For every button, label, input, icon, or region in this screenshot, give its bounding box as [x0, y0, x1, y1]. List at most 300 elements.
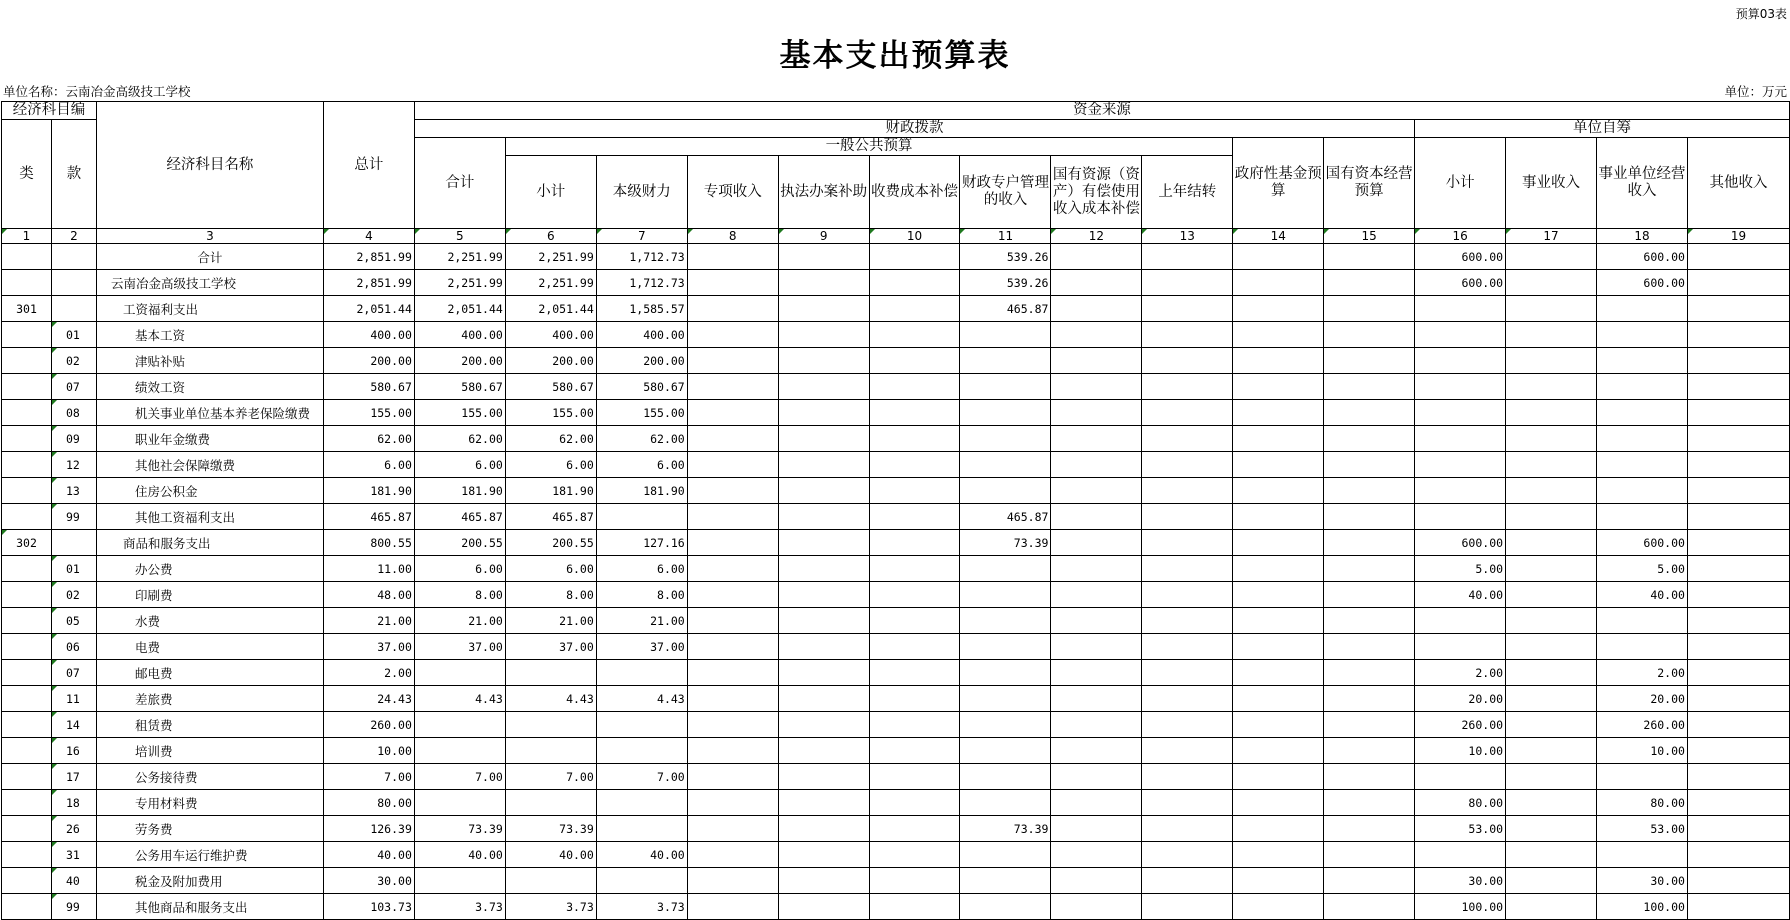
cell-value — [414, 712, 505, 738]
cell-value — [1051, 270, 1142, 296]
cell-value — [960, 686, 1051, 712]
cell-lei — [2, 426, 52, 452]
cell-value: 53.00 — [1597, 816, 1688, 842]
header-other-income: 其他收入 — [1687, 138, 1789, 229]
cell-value — [1324, 816, 1415, 842]
cell-value — [869, 478, 960, 504]
cell-value — [869, 686, 960, 712]
cell-value — [960, 556, 1051, 582]
cell-value — [1142, 816, 1233, 842]
cell-value — [1324, 660, 1415, 686]
column-number: 9 — [778, 229, 869, 244]
cell-value — [1324, 530, 1415, 556]
cell-value: 155.00 — [596, 400, 687, 426]
cell-value: 37.00 — [323, 634, 414, 660]
cell-econ-name: 税金及附加费用 — [96, 868, 323, 894]
table-row — [2, 348, 1790, 374]
cell-value: 3.73 — [414, 894, 505, 920]
header-fiscal-sum: 合计 — [414, 138, 505, 229]
cell-value — [687, 634, 778, 660]
cell-value — [687, 738, 778, 764]
cell-value: 465.87 — [414, 504, 505, 530]
cell-econ-name: 其他工资福利支出 — [96, 504, 323, 530]
cell-value: 8.00 — [414, 582, 505, 608]
cell-value: 10.00 — [1415, 738, 1506, 764]
cell-value — [869, 426, 960, 452]
cell-value — [1051, 868, 1142, 894]
cell-value: 7.00 — [505, 764, 596, 790]
cell-value: 260.00 — [323, 712, 414, 738]
cell-lei — [2, 790, 52, 816]
cell-value — [1051, 712, 1142, 738]
cell-value — [1415, 764, 1506, 790]
cell-value — [1506, 426, 1597, 452]
cell-value — [1506, 244, 1597, 270]
cell-value: 80.00 — [323, 790, 414, 816]
cell-kuan: 99 — [51, 894, 96, 920]
cell-value — [1142, 504, 1233, 530]
cell-value — [1506, 530, 1597, 556]
cell-value: 200.00 — [596, 348, 687, 374]
cell-value: 800.55 — [323, 530, 414, 556]
cell-value: 2,251.99 — [505, 244, 596, 270]
cell-value: 465.87 — [505, 504, 596, 530]
cell-value — [1415, 400, 1506, 426]
cell-value: 24.43 — [323, 686, 414, 712]
cell-value — [869, 244, 960, 270]
table-row — [2, 530, 1790, 556]
cell-value — [1051, 504, 1142, 530]
cell-value: 4.43 — [505, 686, 596, 712]
cell-value — [869, 868, 960, 894]
column-number-row — [2, 229, 1790, 244]
cell-value — [1324, 478, 1415, 504]
cell-value: 1,712.73 — [596, 244, 687, 270]
cell-value — [869, 374, 960, 400]
cell-value — [1142, 452, 1233, 478]
cell-value — [1233, 686, 1324, 712]
cell-lei — [2, 374, 52, 400]
cell-value — [1142, 660, 1233, 686]
cell-value — [778, 530, 869, 556]
cell-value — [1142, 790, 1233, 816]
cell-lei — [2, 764, 52, 790]
cell-lei — [2, 816, 52, 842]
cell-value — [1687, 556, 1789, 582]
cell-econ-name: 其他社会保障缴费 — [96, 452, 323, 478]
cell-kuan: 18 — [51, 790, 96, 816]
cell-value — [687, 868, 778, 894]
cell-value — [1506, 504, 1597, 530]
cell-value — [1324, 764, 1415, 790]
cell-value — [1687, 270, 1789, 296]
cell-value — [1687, 244, 1789, 270]
cell-kuan: 06 — [51, 634, 96, 660]
cell-value — [1687, 478, 1789, 504]
cell-kuan: 01 — [51, 322, 96, 348]
cell-kuan: 14 — [51, 712, 96, 738]
cell-value: 580.67 — [323, 374, 414, 400]
cell-kuan: 05 — [51, 608, 96, 634]
cell-value — [687, 504, 778, 530]
cell-value — [1051, 426, 1142, 452]
cell-econ-name: 机关事业单位基本养老保险缴费 — [96, 400, 323, 426]
cell-value — [1142, 582, 1233, 608]
cell-value — [1051, 530, 1142, 556]
cell-econ-name: 办公费 — [96, 556, 323, 582]
column-number: 17 — [1506, 229, 1597, 244]
cell-kuan: 01 — [51, 556, 96, 582]
cell-value: 181.90 — [596, 478, 687, 504]
cell-value — [1506, 478, 1597, 504]
cell-value: 21.00 — [596, 608, 687, 634]
cell-value — [1051, 556, 1142, 582]
cell-value — [1506, 712, 1597, 738]
cell-value — [687, 530, 778, 556]
header-econ-name: 经济科目名称 — [96, 102, 323, 229]
cell-value — [1142, 400, 1233, 426]
cell-value: 465.87 — [960, 296, 1051, 322]
cell-value — [1506, 764, 1597, 790]
cell-value — [1051, 400, 1142, 426]
cell-value — [596, 816, 687, 842]
cell-value — [1687, 634, 1789, 660]
cell-value: 260.00 — [1415, 712, 1506, 738]
cell-value — [1506, 842, 1597, 868]
cell-value — [1233, 452, 1324, 478]
cell-value — [1415, 452, 1506, 478]
cell-value: 5.00 — [1415, 556, 1506, 582]
cell-value — [1324, 556, 1415, 582]
cell-value: 465.87 — [960, 504, 1051, 530]
cell-value — [596, 712, 687, 738]
unit-line — [1724, 82, 1787, 100]
cell-value — [596, 790, 687, 816]
cell-value — [778, 894, 869, 920]
cell-value — [960, 322, 1051, 348]
cell-value: 155.00 — [414, 400, 505, 426]
cell-value — [960, 582, 1051, 608]
cell-value — [1324, 452, 1415, 478]
cell-value: 2,851.99 — [323, 270, 414, 296]
cell-value — [960, 712, 1051, 738]
cell-value — [778, 634, 869, 660]
cell-kuan: 31 — [51, 842, 96, 868]
cell-value — [1415, 842, 1506, 868]
cell-value — [1051, 738, 1142, 764]
cell-value — [1597, 374, 1688, 400]
cell-value — [960, 374, 1051, 400]
cell-value — [869, 894, 960, 920]
form-code: 预算03表 — [1735, 7, 1787, 21]
cell-value — [1051, 374, 1142, 400]
cell-value — [1051, 478, 1142, 504]
cell-value — [1233, 816, 1324, 842]
cell-value — [869, 296, 960, 322]
cell-value — [687, 686, 778, 712]
cell-value — [687, 270, 778, 296]
cell-value — [869, 452, 960, 478]
cell-value — [1506, 348, 1597, 374]
header-total: 总计 — [323, 102, 414, 229]
cell-value — [687, 894, 778, 920]
column-number: 2 — [51, 229, 96, 244]
cell-value — [687, 374, 778, 400]
cell-value — [1324, 842, 1415, 868]
cell-value — [869, 634, 960, 660]
cell-kuan: 09 — [51, 426, 96, 452]
cell-value: 8.00 — [505, 582, 596, 608]
cell-value — [687, 244, 778, 270]
cell-value — [1687, 322, 1789, 348]
cell-value — [778, 374, 869, 400]
cell-value — [1233, 374, 1324, 400]
cell-value — [1233, 244, 1324, 270]
table-row — [2, 426, 1790, 452]
cell-value — [1051, 660, 1142, 686]
cell-value — [778, 478, 869, 504]
cell-value: 3.73 — [505, 894, 596, 920]
cell-value — [1142, 738, 1233, 764]
cell-value: 580.67 — [414, 374, 505, 400]
table-row — [2, 478, 1790, 504]
cell-value — [505, 868, 596, 894]
cell-value: 600.00 — [1415, 530, 1506, 556]
cell-lei — [2, 686, 52, 712]
cell-econ-name: 绩效工资 — [96, 374, 323, 400]
cell-value — [596, 868, 687, 894]
cell-value — [1051, 348, 1142, 374]
cell-value — [1597, 452, 1688, 478]
cell-value — [1597, 322, 1688, 348]
column-number: 11 — [960, 229, 1051, 244]
cell-value: 30.00 — [1415, 868, 1506, 894]
cell-econ-name: 合计 — [96, 244, 323, 270]
unit-name-label: 单位名称： — [3, 84, 66, 99]
cell-econ-name: 培训费 — [96, 738, 323, 764]
cell-value: 155.00 — [505, 400, 596, 426]
cell-lei — [2, 504, 52, 530]
cell-value: 20.00 — [1597, 686, 1688, 712]
cell-value: 5.00 — [1597, 556, 1688, 582]
cell-value — [1506, 634, 1597, 660]
cell-value: 11.00 — [323, 556, 414, 582]
cell-value — [778, 868, 869, 894]
column-number: 13 — [1142, 229, 1233, 244]
cell-value — [1324, 400, 1415, 426]
cell-value: 6.00 — [414, 556, 505, 582]
table-row — [2, 504, 1790, 530]
cell-value — [1687, 660, 1789, 686]
cell-econ-name: 工资福利支出 — [96, 296, 323, 322]
page-title: 基本支出预算表 — [779, 38, 1011, 74]
cell-value — [1142, 842, 1233, 868]
cell-value — [1051, 816, 1142, 842]
header-business-income: 事业单位经营收入 — [1597, 138, 1688, 229]
cell-value: 600.00 — [1597, 530, 1688, 556]
cell-value — [778, 426, 869, 452]
cell-value — [596, 660, 687, 686]
cell-value: 4.43 — [596, 686, 687, 712]
column-number: 16 — [1415, 229, 1506, 244]
cell-value: 6.00 — [323, 452, 414, 478]
cell-value — [505, 738, 596, 764]
cell-value: 200.00 — [505, 348, 596, 374]
cell-value — [1051, 582, 1142, 608]
cell-value: 62.00 — [323, 426, 414, 452]
cell-value — [1687, 608, 1789, 634]
cell-econ-name: 云南冶金高级技工学校 — [96, 270, 323, 296]
cell-value — [1597, 400, 1688, 426]
cell-econ-name: 商品和服务支出 — [96, 530, 323, 556]
header-econ-code: 经济科目编 — [2, 102, 97, 120]
cell-value — [960, 634, 1051, 660]
cell-value — [1051, 764, 1142, 790]
cell-value — [778, 712, 869, 738]
cell-value — [1597, 348, 1688, 374]
cell-value — [1142, 608, 1233, 634]
cell-value — [1142, 426, 1233, 452]
column-number: 5 — [414, 229, 505, 244]
column-number: 1 — [2, 229, 52, 244]
cell-value — [1324, 608, 1415, 634]
column-number: 19 — [1687, 229, 1789, 244]
cell-econ-name: 公务用车运行维护费 — [96, 842, 323, 868]
cell-value — [869, 738, 960, 764]
cell-econ-name: 电费 — [96, 634, 323, 660]
cell-value — [1597, 608, 1688, 634]
cell-value: 400.00 — [596, 322, 687, 348]
cell-lei — [2, 634, 52, 660]
cell-kuan — [51, 270, 96, 296]
cell-value — [1597, 426, 1688, 452]
table-row — [2, 400, 1790, 426]
unit-value: 万元 — [1761, 84, 1787, 99]
cell-value: 400.00 — [505, 322, 596, 348]
cell-value — [960, 426, 1051, 452]
cell-econ-name: 差旅费 — [96, 686, 323, 712]
cell-value — [1324, 686, 1415, 712]
cell-value — [1233, 478, 1324, 504]
cell-value — [1506, 400, 1597, 426]
cell-value — [687, 660, 778, 686]
cell-value — [1051, 452, 1142, 478]
cell-value — [1233, 530, 1324, 556]
cell-value: 10.00 — [323, 738, 414, 764]
cell-value — [1233, 738, 1324, 764]
cell-value — [687, 608, 778, 634]
header-general-budget: 一般公共预算 — [505, 138, 1232, 156]
cell-value: 2,051.44 — [414, 296, 505, 322]
cell-value — [1506, 608, 1597, 634]
cell-value — [1506, 452, 1597, 478]
cell-econ-name: 专用材料费 — [96, 790, 323, 816]
cell-value — [869, 712, 960, 738]
cell-value — [960, 608, 1051, 634]
column-number: 18 — [1597, 229, 1688, 244]
cell-kuan: 40 — [51, 868, 96, 894]
cell-value — [1687, 582, 1789, 608]
cell-value — [687, 348, 778, 374]
cell-value — [1233, 348, 1324, 374]
cell-value: 103.73 — [323, 894, 414, 920]
cell-kuan: 07 — [51, 660, 96, 686]
cell-value: 100.00 — [1415, 894, 1506, 920]
cell-value: 62.00 — [414, 426, 505, 452]
cell-value — [1506, 686, 1597, 712]
header-carryover: 上年结转 — [1142, 156, 1233, 229]
table-row — [2, 608, 1790, 634]
cell-lei — [2, 322, 52, 348]
cell-value — [1506, 816, 1597, 842]
cell-value: 8.00 — [596, 582, 687, 608]
cell-value: 20.00 — [1415, 686, 1506, 712]
cell-value — [1051, 608, 1142, 634]
cell-kuan — [51, 296, 96, 322]
cell-value: 37.00 — [596, 634, 687, 660]
cell-value — [1142, 322, 1233, 348]
cell-value: 73.39 — [505, 816, 596, 842]
cell-value — [869, 764, 960, 790]
cell-value: 10.00 — [1597, 738, 1688, 764]
cell-lei — [2, 894, 52, 920]
cell-value — [1506, 582, 1597, 608]
cell-value: 100.00 — [1597, 894, 1688, 920]
cell-value: 580.67 — [596, 374, 687, 400]
cell-value — [1233, 426, 1324, 452]
table-row — [2, 842, 1790, 868]
table-row — [2, 452, 1790, 478]
header-state-asset-income: 国有资源（资产）有偿使用收入成本补偿 — [1051, 156, 1142, 229]
cell-lei — [2, 842, 52, 868]
cell-value — [778, 244, 869, 270]
cell-value — [687, 712, 778, 738]
header-career-income: 事业收入 — [1506, 138, 1597, 229]
cell-value — [1687, 400, 1789, 426]
cell-value: 53.00 — [1415, 816, 1506, 842]
cell-value — [778, 556, 869, 582]
cell-value — [778, 608, 869, 634]
cell-value — [1415, 504, 1506, 530]
cell-value: 62.00 — [505, 426, 596, 452]
cell-value — [1142, 296, 1233, 322]
cell-value — [687, 478, 778, 504]
cell-value — [1687, 686, 1789, 712]
cell-value: 200.00 — [323, 348, 414, 374]
header-self-subtotal: 小计 — [1415, 138, 1506, 229]
cell-value: 2,051.44 — [505, 296, 596, 322]
cell-value — [1051, 244, 1142, 270]
cell-value — [869, 582, 960, 608]
table-row — [2, 764, 1790, 790]
cell-value: 2,251.99 — [505, 270, 596, 296]
cell-value — [1597, 764, 1688, 790]
cell-lei — [2, 660, 52, 686]
cell-value: 21.00 — [414, 608, 505, 634]
cell-value: 80.00 — [1415, 790, 1506, 816]
cell-value — [960, 842, 1051, 868]
cell-value — [960, 790, 1051, 816]
table-row — [2, 296, 1790, 322]
cell-value: 200.55 — [414, 530, 505, 556]
cell-value: 260.00 — [1597, 712, 1688, 738]
cell-value — [1142, 894, 1233, 920]
cell-value — [1687, 816, 1789, 842]
cell-value — [1142, 556, 1233, 582]
cell-value — [1506, 894, 1597, 920]
cell-value: 21.00 — [505, 608, 596, 634]
cell-value — [960, 400, 1051, 426]
